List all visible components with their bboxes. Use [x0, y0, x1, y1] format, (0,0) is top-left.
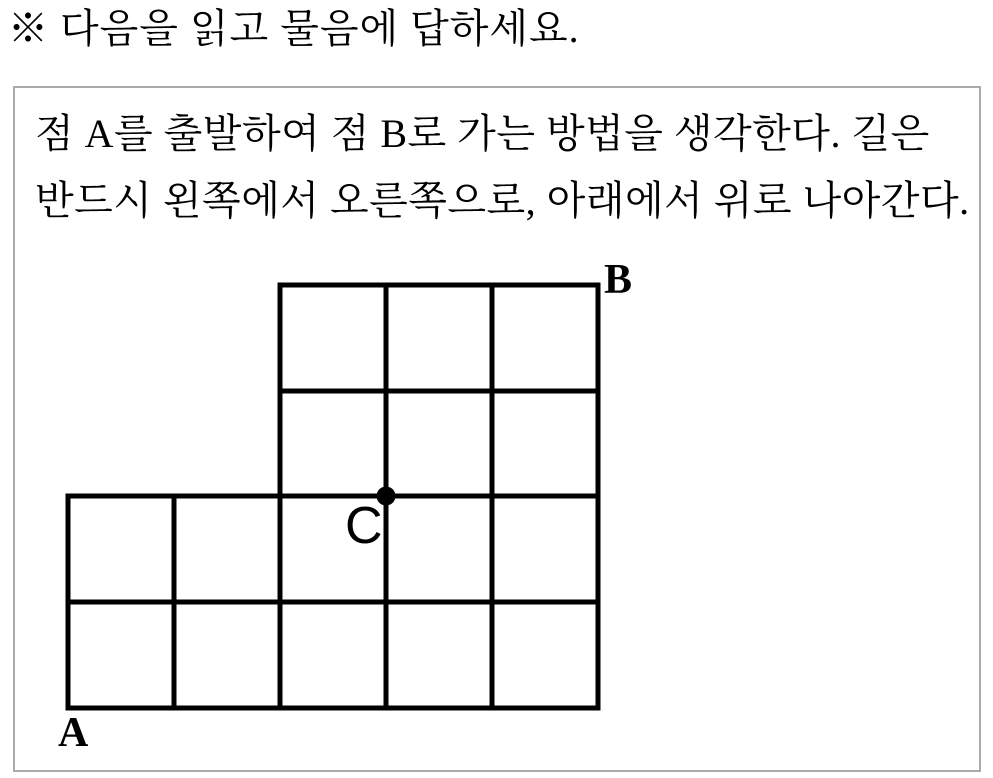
point-a-label: A [58, 710, 89, 756]
problem-statement [35, 100, 970, 234]
point-c-label: C [345, 497, 383, 555]
page-title: ※ 다음을 읽고 물음에 답하세요. [8, 6, 580, 51]
problem-statement-line-2: 반드시 왼쪽에서 오른쪽으로, 아래에서 위로 나아간다. [35, 178, 970, 223]
path-grid-figure [32, 240, 692, 765]
grid-lines [68, 285, 598, 708]
problem-statement-line-1: 점 A를 출발하여 점 B로 가는 방법을 생각한다. 길은 [35, 111, 930, 156]
point-b-label: B [604, 257, 633, 303]
problem-box [13, 86, 981, 772]
